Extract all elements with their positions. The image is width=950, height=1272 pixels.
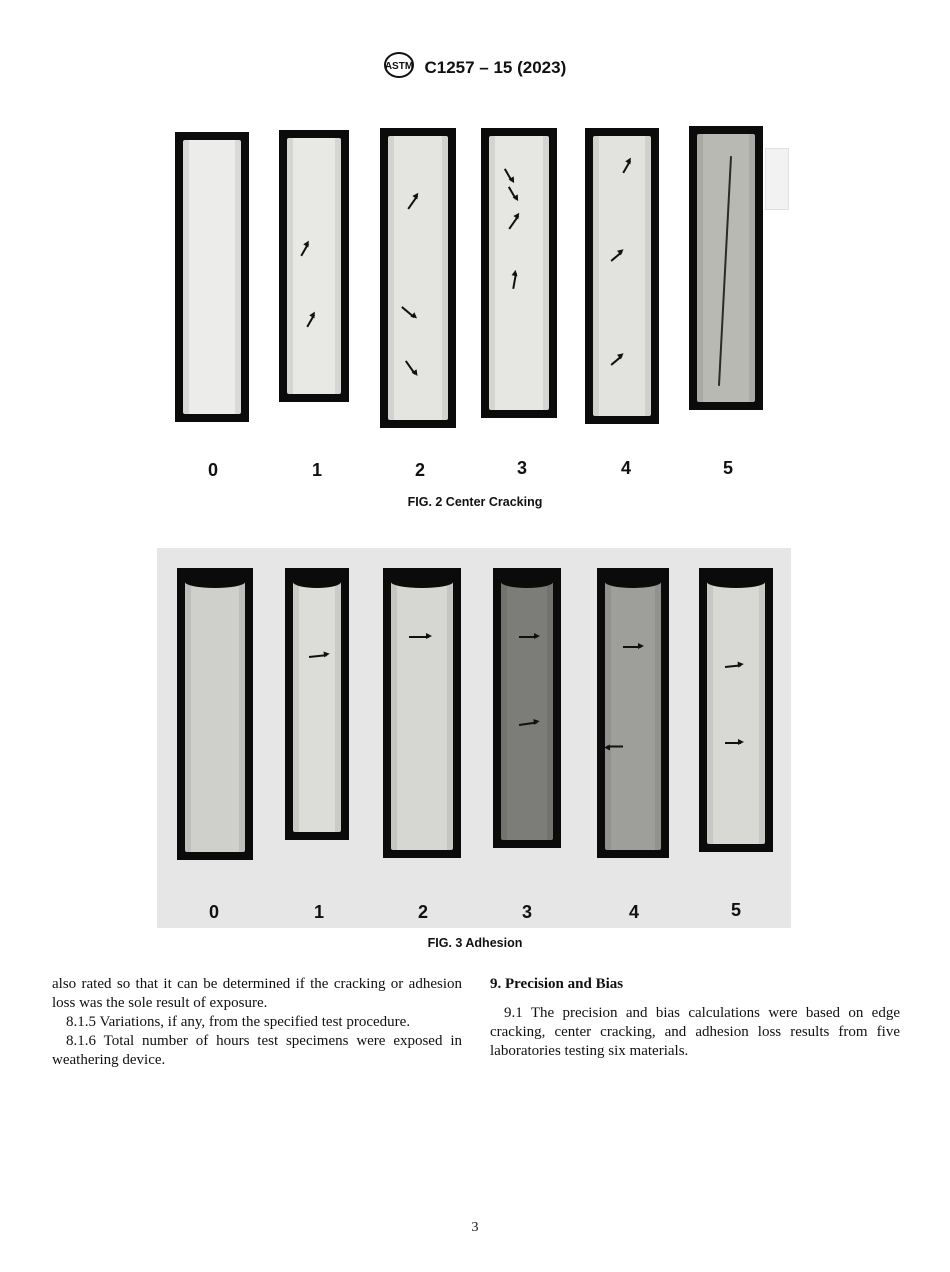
figure-3-caption: FIG. 3 Adhesion xyxy=(427,936,523,950)
specimen-strip-0 xyxy=(175,132,249,422)
figure-3-label-4: 4 xyxy=(628,902,639,922)
figure-2-label-3: 3 xyxy=(516,458,527,478)
paragraph-9-1: 9.1 The precision and bias calculations were based on edge cracking, center cracking, and adhesion loss results from five laboratories testing six materials. xyxy=(490,1005,900,1059)
adhesion-strip-3 xyxy=(493,568,561,848)
figure-2-label-1: 1 xyxy=(311,460,322,480)
adhesion-arrow xyxy=(607,746,623,748)
specimen-strip-1 xyxy=(279,130,349,402)
continuation-paragraph: also rated so that it can be determined if the cracking or adhesion loss was the sole result of exposure. xyxy=(52,976,462,1011)
left-text-column xyxy=(52,975,462,1070)
adhesion-strip-5 xyxy=(699,568,773,852)
sample-edge xyxy=(765,148,789,210)
figure-2-caption: FIG. 2 Center Cracking xyxy=(407,495,543,509)
figure-3-label-3: 3 xyxy=(521,902,532,922)
figure-2-center-cracking xyxy=(165,118,785,488)
figure-2-label-0: 0 xyxy=(207,460,218,480)
right-text-column xyxy=(490,975,900,1061)
astm-logo-icon xyxy=(384,52,414,83)
specimen-strip-4 xyxy=(585,128,659,424)
figure-3-label-0: 0 xyxy=(208,902,219,922)
figure-3-adhesion xyxy=(157,548,791,928)
figure-3-label-1: 1 xyxy=(313,902,324,922)
section-9-heading: 9. Precision and Bias xyxy=(490,976,624,992)
specimen-strip-3 xyxy=(481,128,557,418)
specimen-strip-5 xyxy=(689,126,763,410)
page-number: 3 xyxy=(471,1220,479,1235)
paragraph-8-1-5: 8.1.5 Variations, if any, from the specified test procedure. xyxy=(66,1014,411,1030)
astm-logo-text: ASTM xyxy=(384,61,413,72)
adhesion-arrow xyxy=(623,646,641,648)
adhesion-strip-0 xyxy=(177,568,253,860)
adhesion-strip-2 xyxy=(383,568,461,858)
page-header xyxy=(0,52,950,83)
figure-3-label-2: 2 xyxy=(417,902,428,922)
paragraph-8-1-6: 8.1.6 Total number of hours test specimens were exposed in weathering device. xyxy=(52,1033,462,1068)
adhesion-strip-4 xyxy=(597,568,669,858)
standard-designation: C1257 – 15 (2023) xyxy=(424,57,567,77)
figure-2-label-5: 5 xyxy=(722,458,733,478)
adhesion-strip-1 xyxy=(285,568,349,840)
adhesion-arrow xyxy=(725,742,741,744)
figure-2-label-4: 4 xyxy=(620,458,631,478)
specimen-strip-2 xyxy=(380,128,456,428)
figure-2-label-2: 2 xyxy=(414,460,425,480)
figure-3-label-5: 5 xyxy=(730,900,741,920)
adhesion-arrow xyxy=(519,636,537,638)
adhesion-arrow xyxy=(409,636,429,638)
